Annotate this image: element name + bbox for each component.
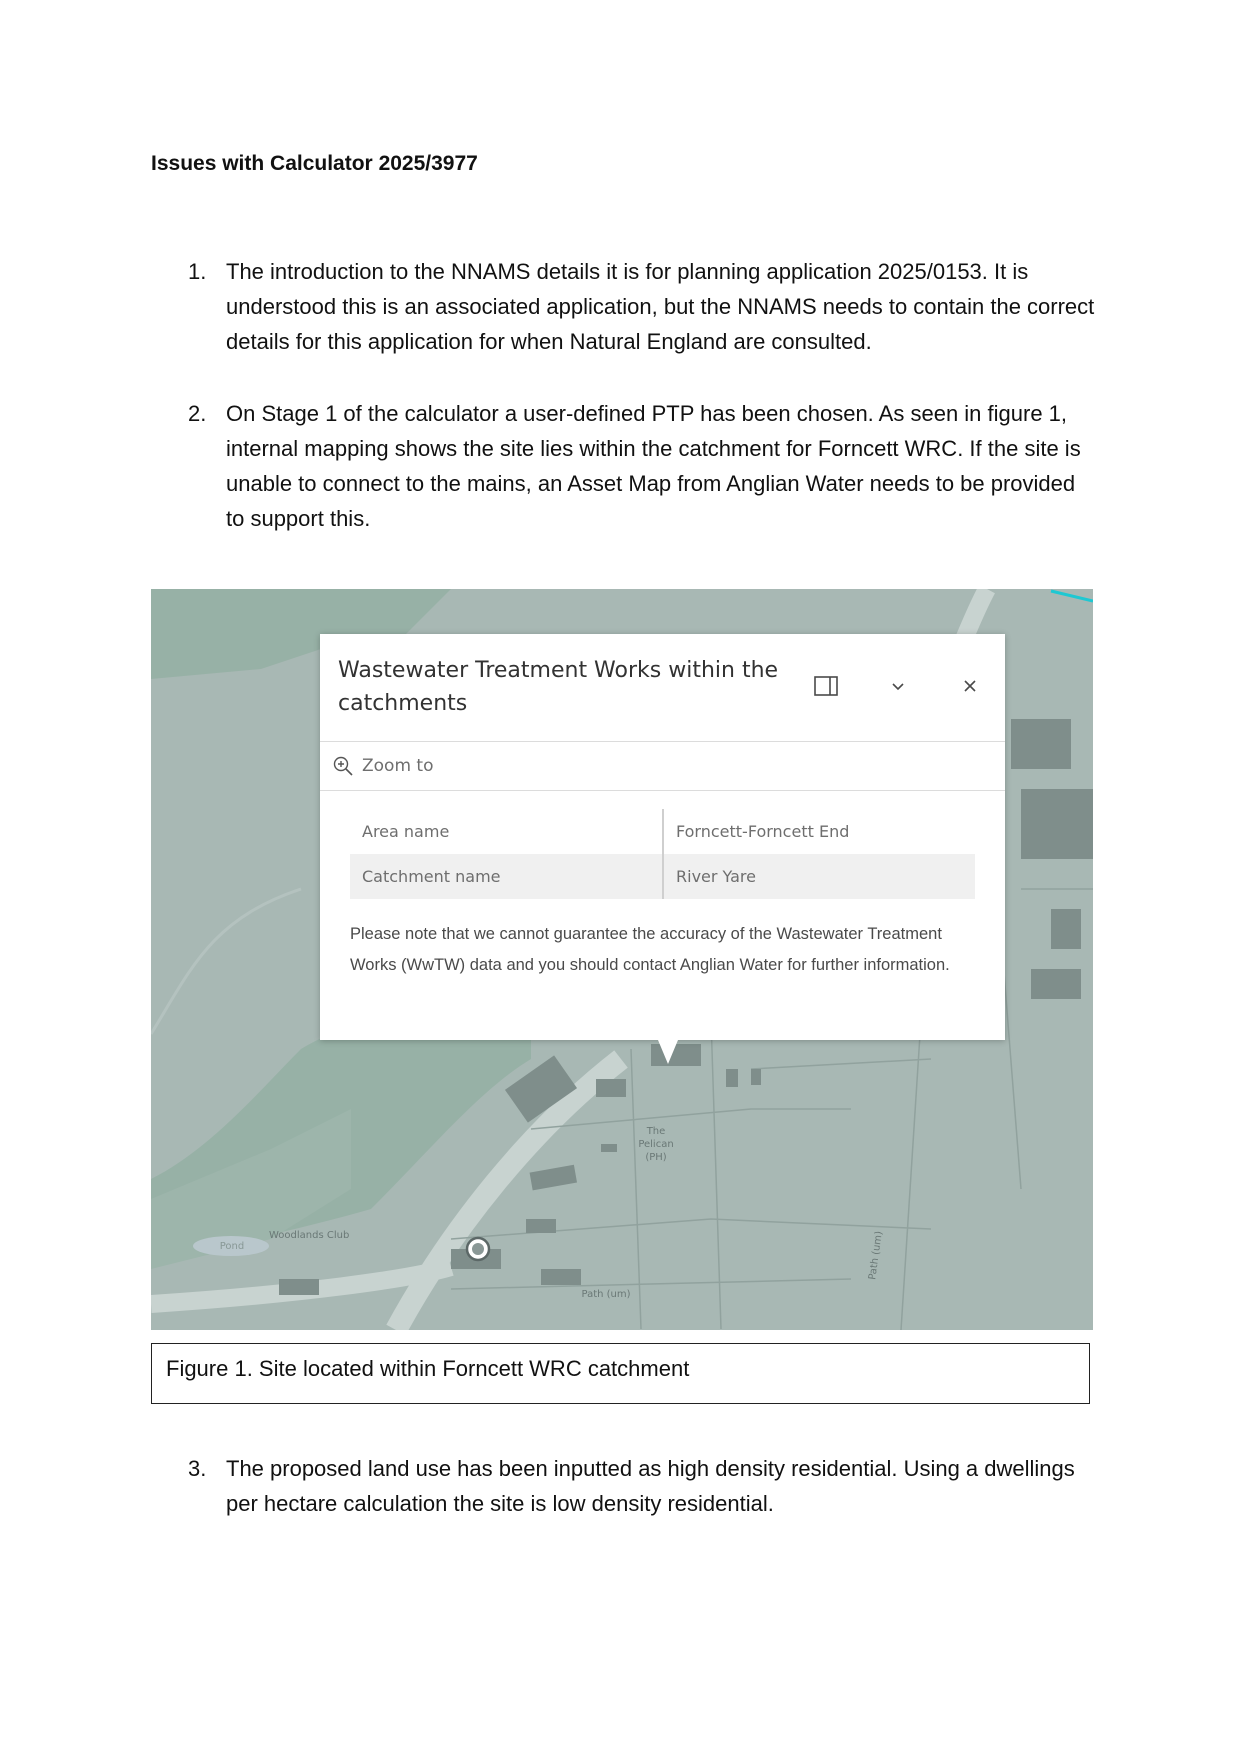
building (596, 1079, 626, 1097)
popup-panel (320, 634, 1005, 1040)
map-label-pond: Pond (219, 1241, 245, 1252)
building (1051, 909, 1081, 949)
list-number: 3. (188, 1456, 207, 1481)
table-row (350, 854, 975, 899)
list-text: On Stage 1 of the calculator a user-defined PTP has been chosen. As seen in figure 1, internal mapping shows the site lies within the catchment for Forncett WRC. If the site is unable to connect to the mains, an Asset Map from Anglian Water needs to be provided to support this. (226, 401, 1081, 531)
popup-note: Please note that we cannot guarantee the accuracy of the Wastewater Treatment Works (WwTW) data and you should contact Anglian Water for further information. (350, 925, 950, 974)
building (751, 1069, 761, 1085)
map-label-path-vertical: Path (um) (867, 1230, 885, 1281)
map-label-pub: The Pelican (PH) (638, 1126, 674, 1163)
zoom-to-label: Zoom to (362, 756, 434, 776)
list-text: The introduction to the NNAMS details it is for planning application 2025/0153. It is understood this is an associated application, but the NNAMS needs to contain the correct details for this application for when Natural England are consulted. (226, 259, 1095, 354)
building (541, 1269, 581, 1285)
list-item (188, 396, 1098, 536)
popup-title: Wastewater Treatment Works within the catchments (338, 658, 779, 716)
table-row (350, 809, 975, 854)
attribute-value: River Yare (663, 854, 975, 899)
map-label-path: Path (um) (581, 1289, 631, 1300)
road (151, 889, 301, 1034)
list-item (188, 1451, 1098, 1521)
close-icon (956, 672, 984, 700)
building (526, 1219, 556, 1233)
map-figure (151, 589, 1093, 1330)
zoom-in-icon (332, 755, 354, 777)
dock-icon (812, 672, 840, 700)
collapse-button[interactable] (884, 672, 912, 700)
dock-button[interactable] (812, 672, 840, 700)
list-number: 1. (188, 259, 207, 284)
building (726, 1069, 738, 1087)
popup-pointer (658, 1040, 678, 1064)
map-label-woodlands: Woodlands Club (269, 1230, 350, 1241)
document-title: Issues with Calculator 2025/3977 (151, 152, 478, 175)
attribute-value: Forncett-Forncett End (676, 822, 850, 841)
chevron-down-icon (884, 672, 912, 700)
building (1011, 719, 1071, 769)
list-number: 2. (188, 401, 207, 426)
building (530, 1165, 577, 1191)
attribute-key: Catchment name (350, 854, 663, 899)
attribute-table (350, 809, 975, 899)
attribute-key: Area name (350, 809, 663, 854)
building (1031, 969, 1081, 999)
building (279, 1279, 319, 1295)
close-button[interactable] (956, 672, 984, 700)
list-item (188, 254, 1098, 359)
building (1021, 789, 1093, 859)
zoom-to-button[interactable] (332, 750, 433, 782)
figure-caption: Figure 1. Site located within Forncett WRC catchment (166, 1356, 690, 1381)
list-text: The proposed land use has been inputted as high density residential. Using a dwellings per hectare calculation the site is low density residential. (226, 1456, 1075, 1516)
figure-caption-box (151, 1343, 1090, 1404)
building (601, 1144, 617, 1152)
